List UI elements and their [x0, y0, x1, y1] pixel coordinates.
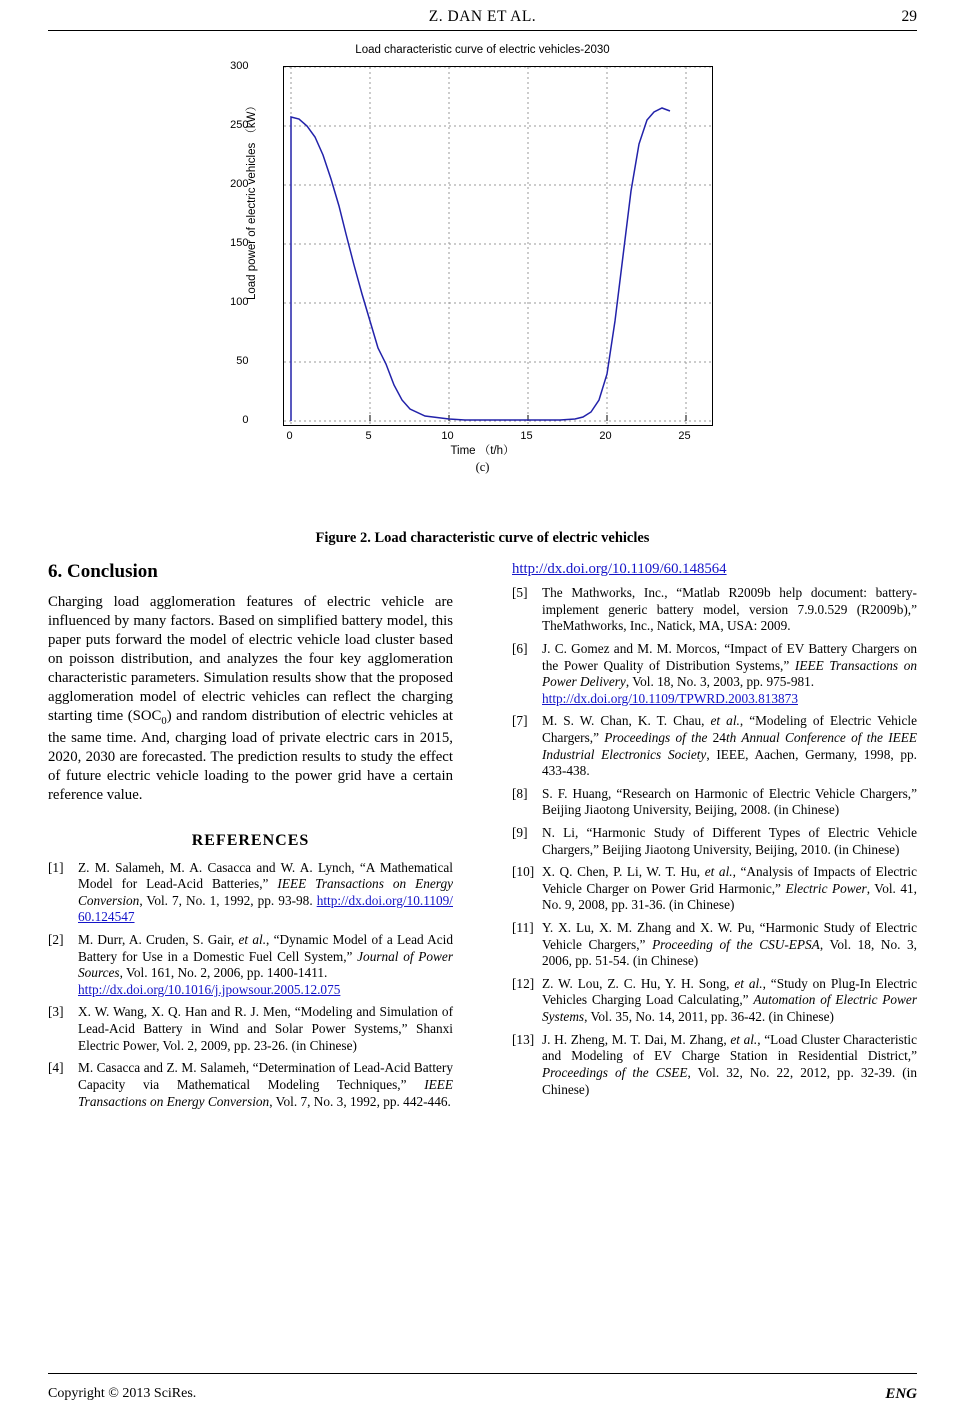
- reference-text: S. F. Huang, “Research on Harmonic of Electric Vehicle Chargers,” Beijing Jiaotong University, Beijing, 2008. (in Chinese): [542, 785, 917, 818]
- reference-item: [512, 825, 917, 858]
- y-tick-300: 300: [230, 60, 249, 72]
- doi-link[interactable]: http://dx.doi.org/10.1016/j.jpowsour.2005.12.075: [78, 981, 341, 997]
- reference-item: [512, 641, 917, 707]
- running-head-title: Z. DAN ET AL.: [428, 8, 537, 25]
- reference-text: M. Durr, A. Cruden, S. Gair, et al., “Dynamic Model of a Lead Acid Battery for Use in a Domestic Fuel Cell System,” Journal of Power Sources, Vol. 161, No. 2, 2006, pp. 1400-1411. http://dx.doi.org/10.1016/j.jpowsour.2005.12.075: [78, 932, 454, 997]
- section-heading-conclusion: 6. Conclusion: [48, 561, 158, 582]
- reference-text: X. W. Wang, X. Q. Han and R. J. Men, “Modeling and Simulation of Lead-Acid Battery in Wind and Solar Power Systems,” Shanxi Electric Power, Vol. 2, 2009, pp. 23-26. (in Chinese): [78, 1004, 453, 1053]
- header-rule: [48, 30, 917, 31]
- y-tick-250: 250: [230, 119, 249, 131]
- reference-item: [48, 1060, 453, 1110]
- y-tick-50: 50: [236, 355, 249, 367]
- footer: [48, 1386, 917, 1402]
- x-tick-10: 10: [441, 430, 454, 442]
- reference-item: [512, 786, 917, 819]
- reference-text: Y. X. Lu, X. M. Zhang and X. W. Pu, “Harmonic Study of Electric Vehicle Chargers,” Proceeding of the CSU-EPSA, Vol. 18, No. 3, 2006, pp. 51-54. (in Chinese): [542, 920, 918, 969]
- reference-number: [5]: [512, 585, 528, 601]
- reference-text: The Mathworks, Inc., “Matlab R2009b help document: battery-implement generic battery model, version 7.9.0.529 (R2009b),” TheMathworks, Inc., Natick, MA, USA: 2009.: [542, 585, 917, 634]
- reference-item: [512, 713, 917, 779]
- x-tick-5: 5: [365, 430, 372, 442]
- doi-link-top[interactable]: http://dx.doi.org/10.1109/60.148564: [512, 561, 727, 577]
- reference-number: [1]: [48, 859, 64, 875]
- right-column: [512, 560, 917, 1104]
- copyright-text: Copyright © 2013 SciRes.: [48, 1386, 197, 1401]
- reference-item: [48, 1004, 453, 1054]
- reference-number: [9]: [512, 825, 528, 840]
- x-tick-25: 25: [678, 430, 691, 442]
- y-tick-150: 150: [230, 237, 249, 249]
- gridlines: [284, 67, 712, 425]
- conclusion-paragraph: Charging load agglomeration features of electric vehicle are influenced by many factors. Based on simplified battery model, this paper puts forward the model of electric vehicle load cluster based on poisson distribution, and analyzes the four key agglomeration characteristic parameters. Simulation results show that the proposed agglomeration model of electric vehicles can reflect the charging starting time $(SOC_0)$ and random distribution of electric vehicles at the same time. And, charging load of private electric cars in 2015, 2020, 2030 are forecasted. The prediction results to study the effect of future electric vehicle loading to the power grid have a certain reference value.: [48, 593, 453, 803]
- doi-link[interactable]: http://dx.doi.org/10.1109/60.124547: [78, 892, 453, 925]
- reference-text: M. Casacca and Z. M. Salameh, “Determination of Lead-Acid Battery Capacity via Mathematical Modeling Techniques,” IEEE Transactions on Energy Conversion, Vol. 7, No. 3, 1992, pp. 442-446.: [78, 1060, 453, 1109]
- reference-number: [4]: [48, 1060, 64, 1076]
- references-heading: REFERENCES: [191, 831, 310, 849]
- reference-item: [512, 976, 917, 1026]
- reference-item: [512, 920, 917, 970]
- figure-block: [0, 42, 965, 546]
- x-tick-15: 15: [520, 430, 533, 442]
- doi-link[interactable]: http://dx.doi.org/10.1109/TPWRD.2003.813873: [542, 690, 798, 706]
- reference-text: J. C. Gomez and M. M. Morcos, “Impact of EV Battery Chargers on the Power Quality of Distribution Systems,” IEEE Transactions on Power Delivery, Vol. 18, No. 3, 2003, pp. 975-981. http://dx.doi.org/10.1109/TPWRD.2003.813873: [542, 640, 917, 706]
- y-tick-200: 200: [230, 178, 249, 190]
- reference-number: [7]: [512, 713, 528, 729]
- reference-text: Z. M. Salameh, M. A. Casacca and W. A. Lynch, “A Mathematical Model for Lead-Acid Batteries,” IEEE Transactions on Energy Conversion, Vol. 7, No. 1, 1992, pp. 93-98. http://dx.doi.org/10.1109/60.124547: [78, 859, 454, 925]
- reference-item: [512, 585, 917, 635]
- y-tick-100: 100: [230, 296, 249, 308]
- reference-text: X. Q. Chen, P. Li, W. T. Hu, et al., “Analysis of Impacts of Electric Vehicle Charger on Power Grid Harmonic,” Electric Power, Vol. 41, No. 9, 2008, pp. 31-36. (in Chinese): [542, 864, 917, 913]
- reference-item: [48, 932, 453, 998]
- reference-number: [2]: [48, 932, 64, 948]
- y-axis-label: Load power of electric vehicles （kW）: [245, 99, 258, 301]
- reference-item: [512, 864, 917, 914]
- reference-number: [13]: [512, 1031, 535, 1047]
- reference-number: [10]: [512, 864, 535, 880]
- reference-text: N. Li, “Harmonic Study of Different Types of Electric Vehicle Chargers,” Beijing Jiaotong University, Beijing, 2010. (in Chinese): [542, 825, 917, 857]
- left-column: [48, 560, 453, 1116]
- x-tick-20: 20: [599, 430, 612, 442]
- journal-abbrev: ENG: [885, 1386, 917, 1402]
- reference-text: M. S. W. Chan, K. T. Chau, et al., “Modeling of Electric Vehicle Chargers,” Proceedings of the 24th Annual Conference of the IEEE Industrial Electronics Society, IEEE, Aachen, Germany, 1998, pp. 433-438.: [542, 713, 918, 779]
- plot-area: [283, 66, 713, 426]
- reference-number: [6]: [512, 640, 528, 656]
- reference-text: J. H. Zheng, M. T. Dai, M. Zhang, et al., “Load Cluster Characteristic and Modeling of EV Charge Station in Residential District,” Proceedings of the CSEE, Vol. 32, No. 22, 2012, pp. 32-39. (in Chinese): [542, 1031, 917, 1097]
- load-curve: [291, 108, 670, 421]
- panel-label: (c): [475, 460, 490, 474]
- x-tick-0: 0: [286, 430, 293, 442]
- reference-number: [3]: [48, 1004, 64, 1020]
- y-tick-0: 0: [242, 414, 249, 426]
- reference-item: [48, 860, 453, 926]
- running-head: [0, 8, 965, 32]
- figure-caption: Figure 2. Load characteristic curve of electric vehicles: [315, 530, 650, 546]
- footer-rule: [48, 1373, 917, 1374]
- reference-number: [12]: [512, 975, 535, 991]
- chart-svg: [284, 67, 712, 425]
- page-number: 29: [901, 8, 917, 25]
- reference-number: [8]: [512, 785, 528, 801]
- chart-title: Load characteristic curve of electric vehicles-2030: [355, 44, 610, 56]
- reference-number: [11]: [512, 920, 534, 936]
- reference-item: [512, 1032, 917, 1098]
- reference-text: Z. W. Lou, Z. C. Hu, Y. H. Song, et al., “Study on Plug-In Electric Vehicles Charging Load Calculating,” Automation of Electric Power Systems, Vol. 35, No. 14, 2011, pp. 36-42. (in Chinese): [542, 975, 918, 1025]
- x-axis-label: Time （t/h）: [450, 445, 515, 457]
- figure-chart: [223, 42, 743, 482]
